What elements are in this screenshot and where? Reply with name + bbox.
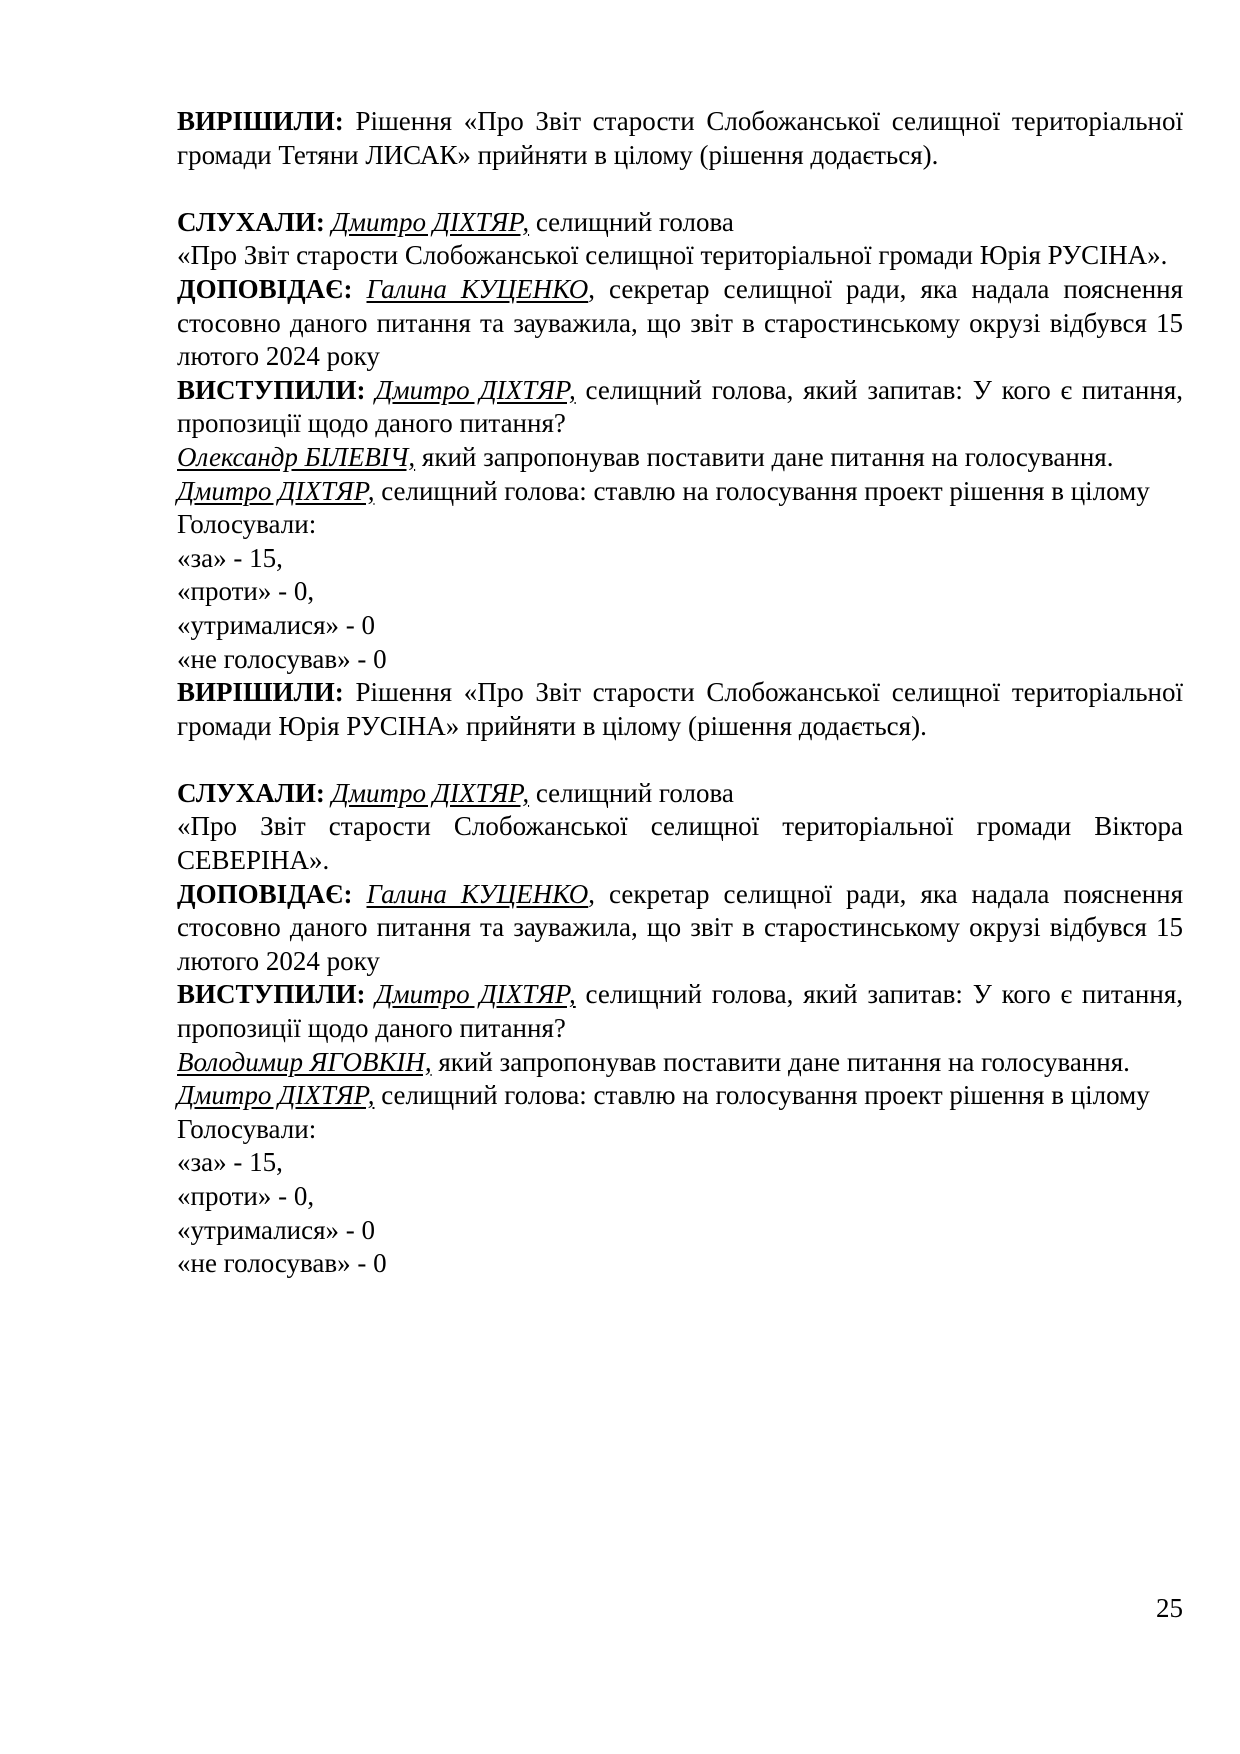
vote-for: «за» - 15, xyxy=(177,1147,283,1178)
vote-for: «за» - 15, xyxy=(177,542,283,573)
heard-line xyxy=(177,206,1183,240)
vote-abstained: «утрималися» - 0 xyxy=(177,1214,376,1245)
report-text: , секретар селищної ради, яка надала пояснення стосовно даного питання та зауважила, що звіт в старостинському окрузі відбувся 15 лютого 2024 року xyxy=(177,878,1184,976)
speakers-paragraph xyxy=(177,374,1183,441)
agenda-topic: «Про Звіт старости Слобожанської селищної територіальної громади Віктора СЕВЕРІНА». xyxy=(177,811,1183,876)
agenda-topic: «Про Звіт старости Слобожанської селищної територіальної громади Юрія РУСІНА». xyxy=(177,240,1168,271)
chair-name: Дмитро ДІХТЯР, xyxy=(177,1080,375,1111)
proposer-name: Володимир ЯГОВКІН, xyxy=(177,1046,432,1077)
decision-text: Рішення «Про Звіт старости Слобожанської селищної територіальної громади Юрія РУСІНА» прийняти в цілому (рішення додається). xyxy=(177,677,1183,741)
reporter-name: Галина КУЦЕНКО xyxy=(366,273,589,304)
chair-name: Дмитро ДІХТЯР, xyxy=(177,475,375,506)
decided-label: ВИРІШИЛИ: xyxy=(177,677,344,708)
paragraph-gap xyxy=(177,743,1183,777)
voted-label: Голосували: xyxy=(177,1113,317,1144)
vote-against: «проти» - 0, xyxy=(177,576,315,607)
report-text: , секретар селищної ради, яка надала пояснення стосовно даного питання та зауважила, що звіт в старостинському окрузі відбувся 15 лютого 2024 року xyxy=(177,273,1184,372)
heard-line xyxy=(177,777,1183,811)
proposal-paragraph xyxy=(177,1046,1183,1080)
vote-abstained: «утрималися» - 0 xyxy=(177,609,376,640)
voted-label: Голосували: xyxy=(177,509,317,540)
heard-speaker-role: селищний голова xyxy=(529,206,734,237)
vote-not-voted: «не голосував» - 0 xyxy=(177,1248,387,1279)
reports-label: ДОПОВІДАЄ: xyxy=(177,878,353,909)
speaker-text: селищний голова, який запитав: У кого є питання, пропозиції щодо даного питання? xyxy=(177,374,1184,439)
proposal-text: який запропонував поставити дане питання на голосування. xyxy=(415,441,1114,472)
decided-label: ВИРІШИЛИ: xyxy=(177,106,344,136)
proposal-paragraph xyxy=(177,441,1183,475)
decision-paragraph xyxy=(177,676,1183,743)
report-paragraph xyxy=(177,273,1183,374)
heard-speaker-role: селищний голова xyxy=(529,777,734,808)
spoke-label: ВИСТУПИЛИ: xyxy=(177,374,366,405)
page-number: 25 xyxy=(1156,1593,1183,1623)
chair-text: селищний голова: ставлю на голосування проект рішення в цілому xyxy=(374,475,1150,506)
decision-paragraph xyxy=(177,105,1183,172)
document-page xyxy=(177,105,1183,1281)
heard-label: СЛУХАЛИ: xyxy=(177,206,325,237)
chair-paragraph xyxy=(177,1079,1183,1113)
reports-label: ДОПОВІДАЄ: xyxy=(177,273,353,304)
vote-not-voted: «не голосував» - 0 xyxy=(177,643,387,674)
report-paragraph xyxy=(177,878,1183,979)
heard-speaker-name: Дмитро ДІХТЯР, xyxy=(331,206,530,237)
decision-text: Рішення «Про Звіт старости Слобожанської селищної територіальної громади Тетяни ЛИСАК» прийняти в цілому (рішення додається). xyxy=(177,106,1183,170)
chair-paragraph xyxy=(177,475,1183,509)
speaker-text: селищний голова, який запитав: У кого є питання, пропозиції щодо даного питання? xyxy=(177,979,1184,1044)
heard-speaker-name: Дмитро ДІХТЯР, xyxy=(331,777,530,808)
proposer-name: Олександр БІЛЕВІЧ, xyxy=(177,441,416,472)
speaker-name: Дмитро ДІХТЯР, xyxy=(375,374,576,405)
paragraph-gap xyxy=(177,172,1183,206)
speaker-name: Дмитро ДІХТЯР, xyxy=(375,979,576,1010)
vote-against: «проти» - 0, xyxy=(177,1181,315,1211)
heard-label: СЛУХАЛИ: xyxy=(177,777,325,808)
spoke-label: ВИСТУПИЛИ: xyxy=(177,979,366,1010)
chair-text: селищний голова: ставлю на голосування проект рішення в цілому xyxy=(374,1080,1150,1111)
speakers-paragraph xyxy=(177,978,1183,1045)
reporter-name: Галина КУЦЕНКО xyxy=(366,878,589,909)
proposal-text: який запропонував поставити дане питання на голосування. xyxy=(431,1046,1130,1077)
